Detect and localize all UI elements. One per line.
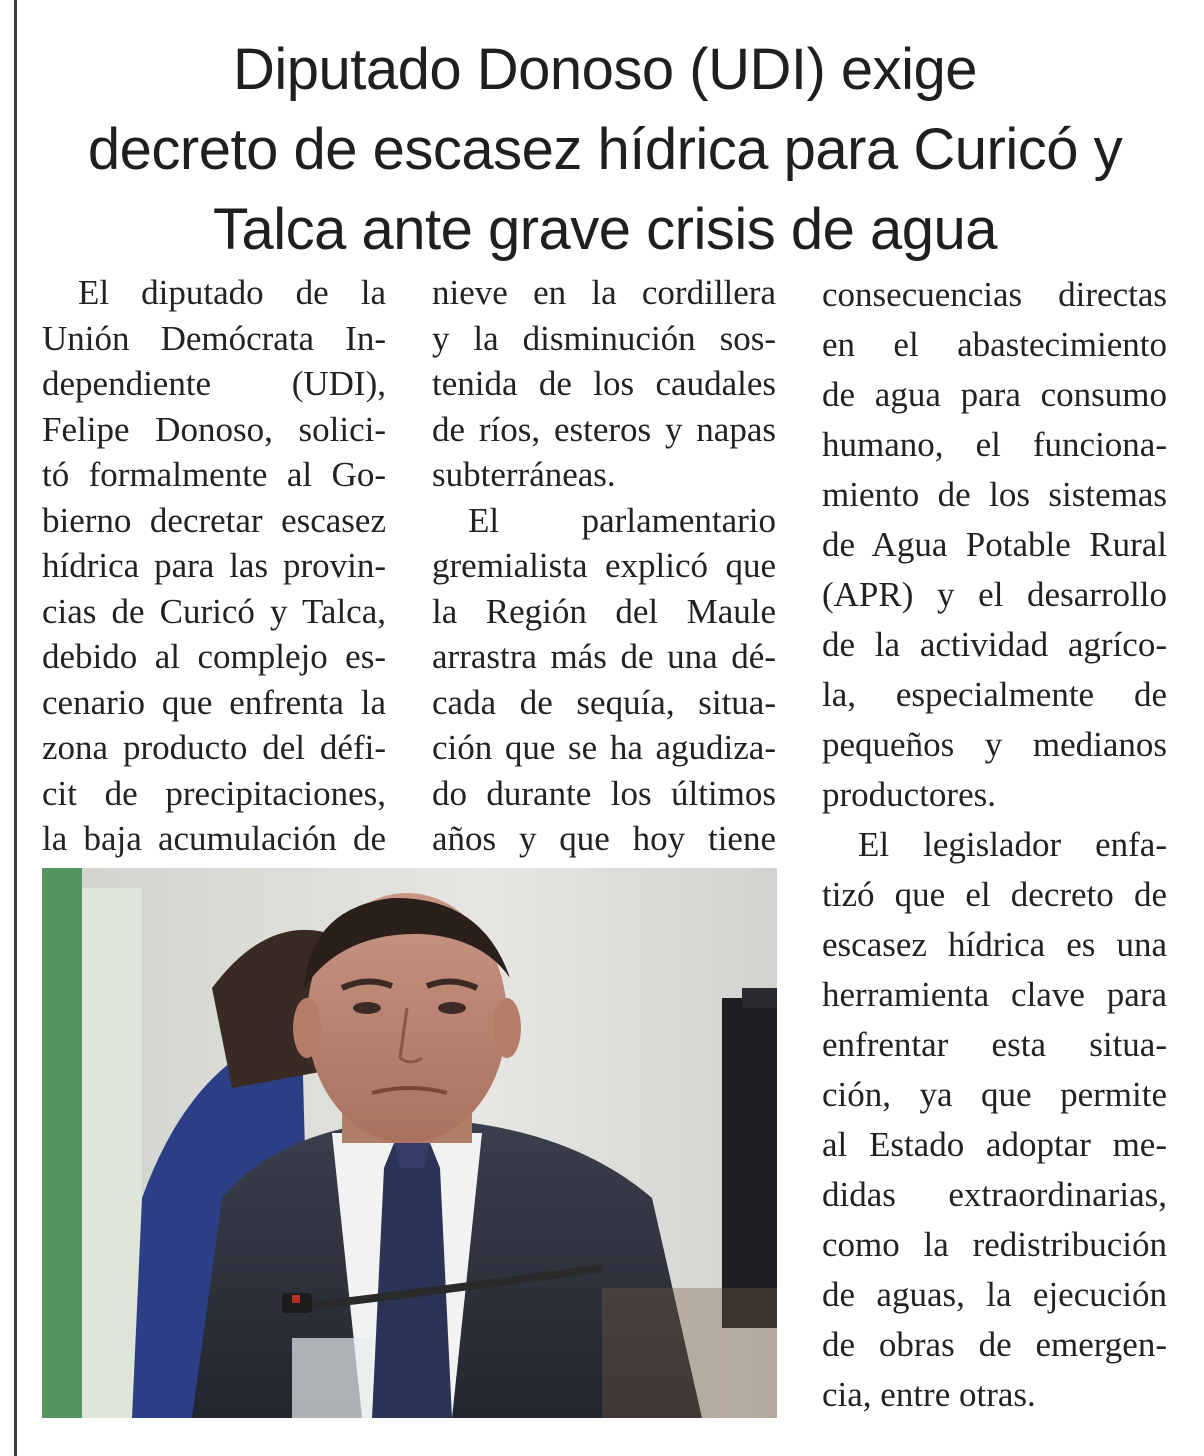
article-line: El diputado de la <box>78 273 386 312</box>
article-line: debido al complejo es- <box>42 637 386 676</box>
article-paragraph <box>432 270 776 498</box>
article-line: zona producto del défi- <box>42 728 386 767</box>
headline <box>30 30 1180 270</box>
article-line: cia, entre otras. <box>822 1375 1036 1414</box>
article-line: bierno decretar escasez <box>42 500 386 540</box>
article-line: arrastra más de una dé- <box>432 637 776 676</box>
article-column-2 <box>432 270 776 862</box>
article-line: enfrentar esta situa- <box>822 1025 1167 1064</box>
article-line: tenida de los caudales <box>432 364 776 403</box>
article-line: cenario que enfrenta la <box>42 682 386 722</box>
article-paragraph <box>432 498 776 862</box>
article-line: productores. <box>822 775 996 814</box>
article-line: humano, el funciona- <box>822 425 1167 464</box>
article-line: al Estado adoptar me- <box>822 1125 1167 1164</box>
article-line: consecuencias directas <box>822 275 1167 314</box>
article-line: tizó que el decreto de <box>822 875 1167 914</box>
article-line: dependiente (UDI), <box>42 364 386 403</box>
article-line: gremialista explicó que <box>432 546 776 585</box>
article-line: como la redistribución <box>822 1225 1167 1264</box>
article-line: años y que hoy tiene <box>432 819 776 858</box>
article-paragraph <box>822 820 1167 1420</box>
article-line: ción que se ha agudiza- <box>432 728 776 767</box>
article-photo <box>42 868 777 1418</box>
article-line: de aguas, la ejecución <box>822 1275 1167 1314</box>
article-line: ción, ya que permite <box>822 1075 1167 1114</box>
article-line: de Agua Potable Rural <box>822 525 1167 564</box>
article-line: miento de los sistemas <box>822 475 1167 514</box>
article-line: El legislador enfa- <box>858 825 1167 864</box>
article-line: cit de precipitaciones, <box>42 773 386 813</box>
column-rule <box>14 0 17 1456</box>
article-line: subterráneas. <box>432 455 616 494</box>
article-line: la Región del Maule <box>432 591 776 631</box>
article-line: de ríos, esteros y napas <box>432 409 776 449</box>
article-line: de obras de emergen- <box>822 1325 1167 1364</box>
article-column-3 <box>822 270 1167 1420</box>
article-line: cada de sequía, situa- <box>432 682 776 722</box>
article-line: escasez hídrica es una <box>822 925 1167 964</box>
headline-line: Diputado Donoso (UDI) exige <box>232 37 978 102</box>
article-line: didas extraordinarias, <box>822 1175 1167 1214</box>
article-line: tó formalmente al Go- <box>42 455 386 494</box>
article-line: pequeños y medianos <box>822 725 1167 764</box>
article-column-1 <box>42 270 386 862</box>
article-line: hídrica para las provin- <box>42 546 386 585</box>
article-line: la, especialmente de <box>822 675 1167 714</box>
article-line: El parlamentario <box>468 500 776 540</box>
article-line: nieve en la cordillera <box>432 273 776 312</box>
article-line: cias de Curicó y Talca, <box>42 591 386 631</box>
article-line: en el abastecimiento <box>822 325 1167 364</box>
article-line: de la actividad agríco- <box>822 625 1167 664</box>
article-line: Unión Demócrata In- <box>42 318 386 358</box>
article-line: la baja acumulación de <box>42 819 386 858</box>
article-line: do durante los últimos <box>432 773 776 813</box>
article-line: Felipe Donoso, solici- <box>42 409 386 449</box>
article-paragraph <box>822 270 1167 820</box>
article-paragraph <box>42 270 386 862</box>
article-line: herramienta clave para <box>822 975 1167 1014</box>
article-line: (APR) y el desarrollo <box>822 575 1167 614</box>
article-line: y la disminución sos- <box>432 318 776 358</box>
photo-illustration <box>42 868 777 1418</box>
headline-line: Talca ante grave crisis de agua <box>212 197 998 262</box>
headline-line: decreto de escasez hídrica para Curicó y <box>87 117 1123 182</box>
article-line: de agua para consumo <box>822 375 1167 414</box>
